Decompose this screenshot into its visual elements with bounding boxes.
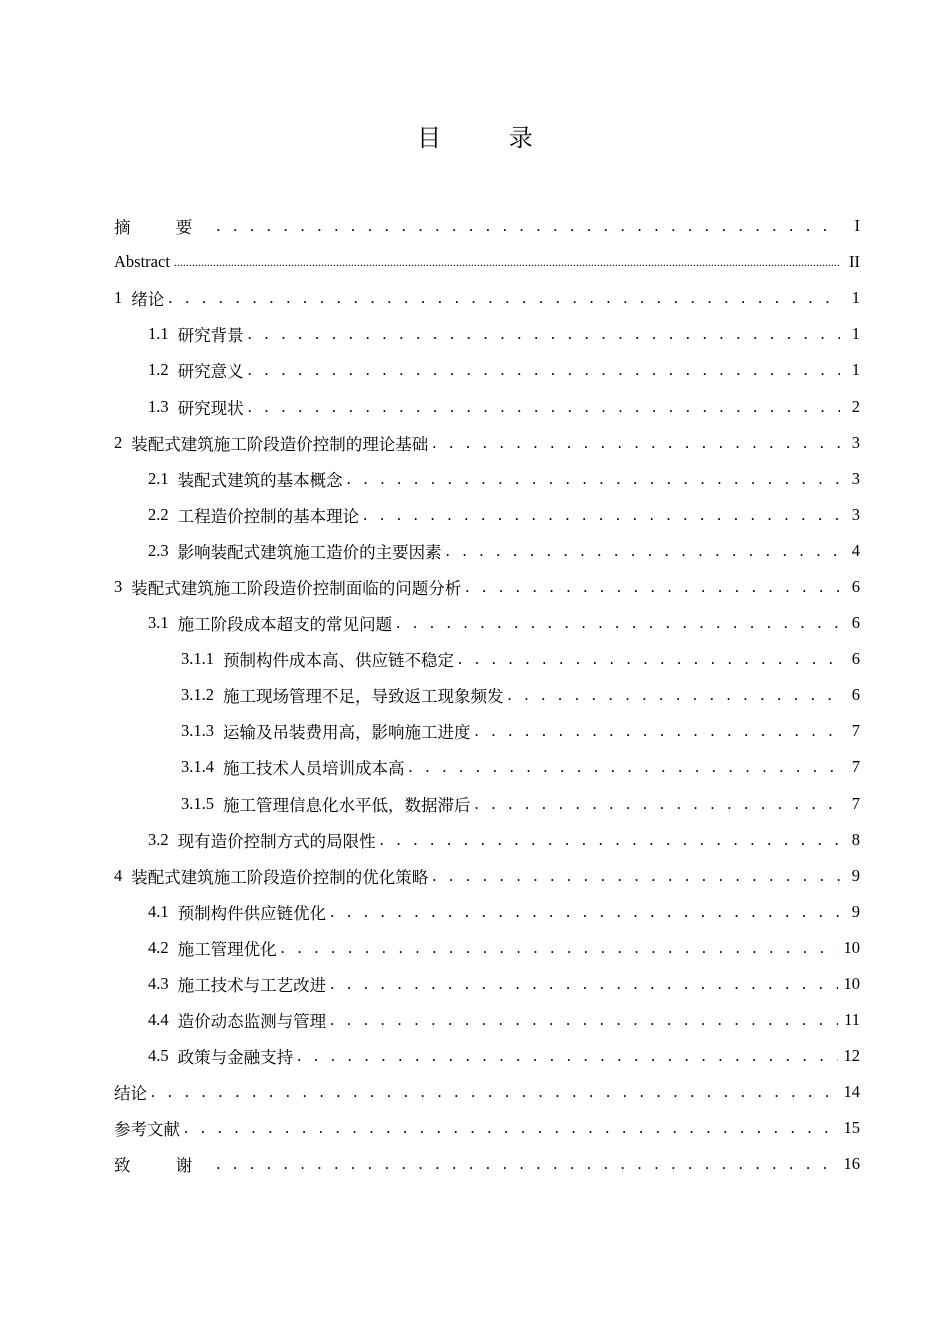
toc-leader bbox=[347, 469, 840, 489]
toc-page-number: 1 bbox=[851, 324, 860, 344]
toc-leader bbox=[168, 288, 840, 308]
toc-entry-number: 3.1.3 bbox=[181, 721, 214, 741]
toc-leader bbox=[508, 685, 841, 705]
toc-leader bbox=[151, 1082, 838, 1102]
toc-entry-label: 施工阶段成本超支的常见问题 bbox=[177, 615, 393, 635]
toc-leader bbox=[330, 902, 840, 922]
toc-entry-number: 4 bbox=[114, 865, 123, 885]
toc-entry[interactable] bbox=[114, 749, 860, 785]
toc-entry[interactable] bbox=[114, 1110, 860, 1146]
toc-entry[interactable] bbox=[114, 316, 860, 352]
toc-leader bbox=[475, 721, 841, 741]
toc-page-number: 6 bbox=[851, 613, 860, 633]
toc-entry[interactable] bbox=[114, 388, 860, 424]
toc-page-number: 16 bbox=[843, 1154, 860, 1174]
toc-entry-label: 绪论 bbox=[131, 290, 165, 310]
toc-page-number: 9 bbox=[851, 901, 860, 921]
toc-page-number: 11 bbox=[844, 1010, 860, 1030]
toc-leader bbox=[432, 866, 840, 886]
toc-page-number: 10 bbox=[843, 974, 860, 994]
toc-entry-number: 3.2 bbox=[148, 829, 169, 849]
toc-leader bbox=[281, 938, 838, 958]
toc-page-number: 2 bbox=[851, 396, 860, 416]
toc-entry[interactable] bbox=[114, 605, 860, 641]
toc-page-number: 9 bbox=[851, 865, 860, 885]
toc-page-number: I bbox=[854, 216, 860, 236]
toc-leader bbox=[216, 216, 840, 236]
toc-entry-label: 造价动态监测与管理 bbox=[177, 1012, 327, 1032]
toc-entry-label: 研究现状 bbox=[177, 398, 244, 418]
toc-page-number: 4 bbox=[851, 540, 860, 560]
toc-entry-label: 装配式建筑的基本概念 bbox=[177, 470, 343, 490]
toc-page-number: 7 bbox=[851, 793, 860, 813]
toc-leader bbox=[174, 255, 840, 270]
toc-leader bbox=[248, 324, 840, 344]
toc-entry-number: 3.1.5 bbox=[181, 793, 214, 813]
toc-entry-number: 2 bbox=[114, 432, 123, 452]
toc-entry-number: 4.1 bbox=[148, 901, 169, 921]
toc-page-number: 6 bbox=[851, 685, 860, 705]
toc-entry-number: 3.1.1 bbox=[181, 649, 214, 669]
toc-entry-label: 政策与金融支持 bbox=[177, 1048, 294, 1068]
toc-entry[interactable] bbox=[114, 966, 860, 1002]
toc-entry[interactable] bbox=[114, 677, 860, 713]
toc-entry-label: 参考文献 bbox=[114, 1120, 180, 1140]
toc-entry-number: 4.4 bbox=[148, 1010, 169, 1030]
toc-entry-label: 装配式建筑施工阶段造价控制面临的问题分析 bbox=[131, 578, 462, 598]
toc-entry-number: 1.3 bbox=[148, 396, 169, 416]
toc-page-number: 7 bbox=[851, 757, 860, 777]
toc-entry-number: 4.2 bbox=[148, 937, 169, 957]
toc-page-number: 10 bbox=[843, 937, 860, 957]
toc-leader bbox=[330, 1010, 838, 1030]
toc-entry-label: 工程造价控制的基本理论 bbox=[177, 506, 360, 526]
toc-entry-label: 预制构件成本高、供应链不稳定 bbox=[223, 651, 454, 671]
toc-leader bbox=[248, 397, 840, 417]
toc-entry-number: 1.1 bbox=[148, 324, 169, 344]
toc-leader bbox=[458, 649, 840, 669]
toc-entry-number: 3.1.2 bbox=[181, 685, 214, 705]
toc-entry-number: 2.2 bbox=[148, 504, 169, 524]
toc-entry-label: 装配式建筑施工阶段造价控制的优化策略 bbox=[131, 867, 429, 887]
page-title: 目 录 bbox=[417, 124, 563, 152]
toc-page-number: II bbox=[849, 252, 860, 272]
toc-entry[interactable] bbox=[114, 858, 860, 894]
toc-leader bbox=[380, 830, 840, 850]
toc-page-number: 6 bbox=[851, 576, 860, 596]
toc-page-number: 1 bbox=[851, 288, 860, 308]
toc-entry-number: 3 bbox=[114, 576, 123, 596]
toc-entry[interactable] bbox=[114, 497, 860, 533]
toc-entry[interactable] bbox=[114, 569, 860, 605]
toc-entry[interactable] bbox=[114, 1146, 860, 1182]
toc-entry[interactable] bbox=[114, 533, 860, 569]
toc-entry[interactable] bbox=[114, 786, 860, 822]
toc-entry-number: 3.1.4 bbox=[181, 757, 214, 777]
toc-entry[interactable] bbox=[114, 1038, 860, 1074]
toc-entry-label: 装配式建筑施工阶段造价控制的理论基础 bbox=[131, 434, 429, 454]
toc-entry-label: 结论 bbox=[114, 1084, 147, 1104]
toc-page-number: 7 bbox=[851, 721, 860, 741]
toc-leader bbox=[363, 505, 840, 525]
toc-leader bbox=[248, 360, 840, 380]
toc-entry[interactable] bbox=[114, 713, 860, 749]
toc-entry[interactable] bbox=[114, 1002, 860, 1038]
toc-entry-number: 2.3 bbox=[148, 540, 169, 560]
toc-entry[interactable] bbox=[114, 1074, 860, 1110]
toc-entry-label: 影响装配式建筑施工造价的主要因素 bbox=[177, 542, 442, 562]
toc-entry-label: 预制构件供应链优化 bbox=[177, 903, 327, 923]
toc-entry-number: 1.2 bbox=[148, 360, 169, 380]
toc-leader bbox=[396, 613, 840, 633]
toc-entry[interactable] bbox=[114, 425, 860, 461]
toc-entry-label: 现有造价控制方式的局限性 bbox=[177, 831, 376, 851]
toc-entry-label: 施工管理优化 bbox=[177, 939, 277, 959]
toc-leader bbox=[475, 794, 841, 814]
toc-entry[interactable] bbox=[114, 894, 860, 930]
toc-entry-label: 致 谢 bbox=[114, 1156, 213, 1176]
toc-leader bbox=[297, 1046, 837, 1066]
toc-page-number: 8 bbox=[851, 829, 860, 849]
toc-entry[interactable] bbox=[114, 280, 860, 316]
toc-leader bbox=[216, 1154, 837, 1174]
toc-page-number: 3 bbox=[851, 468, 860, 488]
toc-leader bbox=[446, 541, 840, 561]
toc-entry-number: 2.1 bbox=[148, 468, 169, 488]
toc-entry[interactable] bbox=[114, 641, 860, 677]
toc-page-number: 3 bbox=[851, 504, 860, 524]
toc-entry-label: 运输及吊装费用高，影响施工进度 bbox=[223, 723, 471, 743]
toc-entry-label: 施工管理信息化水平低，数据滞后 bbox=[223, 795, 471, 815]
toc-entry[interactable] bbox=[114, 208, 860, 244]
toc-entry[interactable] bbox=[114, 244, 860, 280]
toc-page-number: 6 bbox=[851, 649, 860, 669]
toc-entry-label: 研究背景 bbox=[177, 326, 244, 346]
toc-page-number: 1 bbox=[851, 360, 860, 380]
toc-entry-label: 施工技术人员培训成本高 bbox=[223, 759, 405, 779]
toc-leader bbox=[184, 1118, 838, 1138]
toc-entry[interactable] bbox=[114, 930, 860, 966]
toc-entry[interactable] bbox=[114, 352, 860, 388]
toc-page-number: 12 bbox=[843, 1046, 860, 1066]
toc-entry-label: 摘 要 bbox=[114, 218, 213, 238]
toc-entry-label: Abstract bbox=[114, 252, 170, 272]
toc-entry-label: 施工技术与工艺改进 bbox=[177, 976, 327, 996]
toc-entry-number: 4.3 bbox=[148, 974, 169, 994]
toc-entry-label: 施工现场管理不足，导致返工现象频发 bbox=[223, 687, 504, 707]
toc-leader bbox=[330, 974, 837, 994]
toc-entry-number: 1 bbox=[114, 288, 123, 308]
toc-entry[interactable] bbox=[114, 822, 860, 858]
table-of-contents bbox=[114, 208, 860, 1183]
toc-page-number: 14 bbox=[843, 1082, 860, 1102]
toc-entry-number: 3.1 bbox=[148, 613, 169, 633]
toc-page-number: 15 bbox=[843, 1118, 860, 1138]
toc-page-number: 3 bbox=[851, 432, 860, 452]
toc-entry-number: 4.5 bbox=[148, 1046, 169, 1066]
toc-entry-label: 研究意义 bbox=[177, 362, 244, 382]
toc-entry[interactable] bbox=[114, 461, 860, 497]
toc-leader bbox=[409, 757, 841, 777]
toc-leader bbox=[465, 577, 840, 597]
toc-leader bbox=[432, 433, 840, 453]
